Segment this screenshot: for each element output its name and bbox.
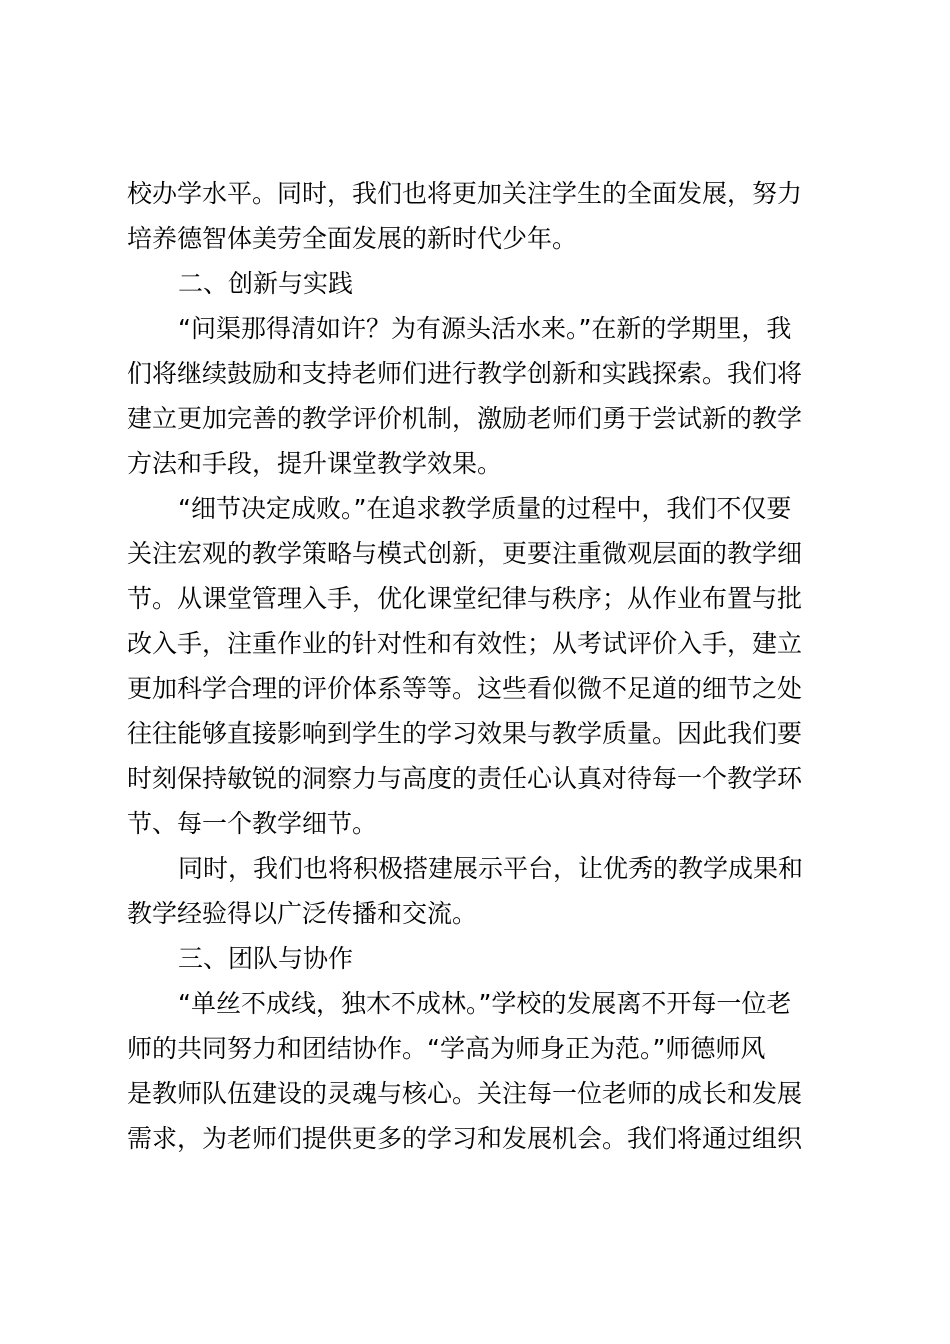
- paragraph-line: “问渠那得清如许？为有源头活水来。”在新的学期里，我: [178, 314, 792, 343]
- paragraph-line: 是教师队伍建设的灵魂与核心。关注每一位老师的成长和发展: [127, 1079, 803, 1108]
- paragraph-line: 需求，为老师们提供更多的学习和发展机会。我们将通过组织: [127, 1124, 803, 1153]
- paragraph-line: 节、每一个教学细节。: [127, 809, 378, 838]
- paragraph-line: 培养德智体美劳全面发展的新时代少年。: [127, 224, 578, 253]
- paragraph-line: 改入手，注重作业的针对性和有效性；从考试评价入手，建立: [127, 629, 803, 658]
- paragraph-line: 关注宏观的教学策略与模式创新，更要注重微观层面的教学细: [127, 539, 803, 568]
- paragraph-line: 建立更加完善的教学评价机制，激励老师们勇于尝试新的教学: [127, 404, 803, 433]
- paragraph-line: 更加科学合理的评价体系等等。这些看似微不足道的细节之处: [127, 674, 803, 703]
- paragraph-line: 教学经验得以广泛传播和交流。: [127, 899, 478, 928]
- paragraph-line: “细节决定成败。”在追求教学质量的过程中，我们不仅要: [178, 494, 792, 523]
- paragraph-line: 方法和手段，提升课堂教学效果。: [127, 449, 503, 478]
- paragraph-line: “单丝不成线，独木不成林。”学校的发展离不开每一位老: [178, 989, 792, 1018]
- paragraph-line: 师的共同努力和团结协作。“学高为师身正为范。”师德师风: [127, 1034, 766, 1063]
- section-heading: 三、团队与协作: [178, 944, 354, 973]
- paragraph-line: 节。从课堂管理入手，优化课堂纪律与秩序；从作业布置与批: [127, 584, 803, 613]
- paragraph-line: 校办学水平。同时，我们也将更加关注学生的全面发展，努力: [127, 179, 803, 208]
- section-heading: 二、创新与实践: [178, 269, 354, 298]
- paragraph-line: 往往能够直接影响到学生的学习效果与教学质量。因此我们要: [127, 719, 803, 748]
- paragraph-line: 时刻保持敏锐的洞察力与高度的责任心认真对待每一个教学环: [127, 764, 803, 793]
- paragraph-line: 们将继续鼓励和支持老师们进行教学创新和实践探索。我们将: [127, 359, 803, 388]
- paragraph-line: 同时，我们也将积极搭建展示平台，让优秀的教学成果和: [178, 854, 804, 883]
